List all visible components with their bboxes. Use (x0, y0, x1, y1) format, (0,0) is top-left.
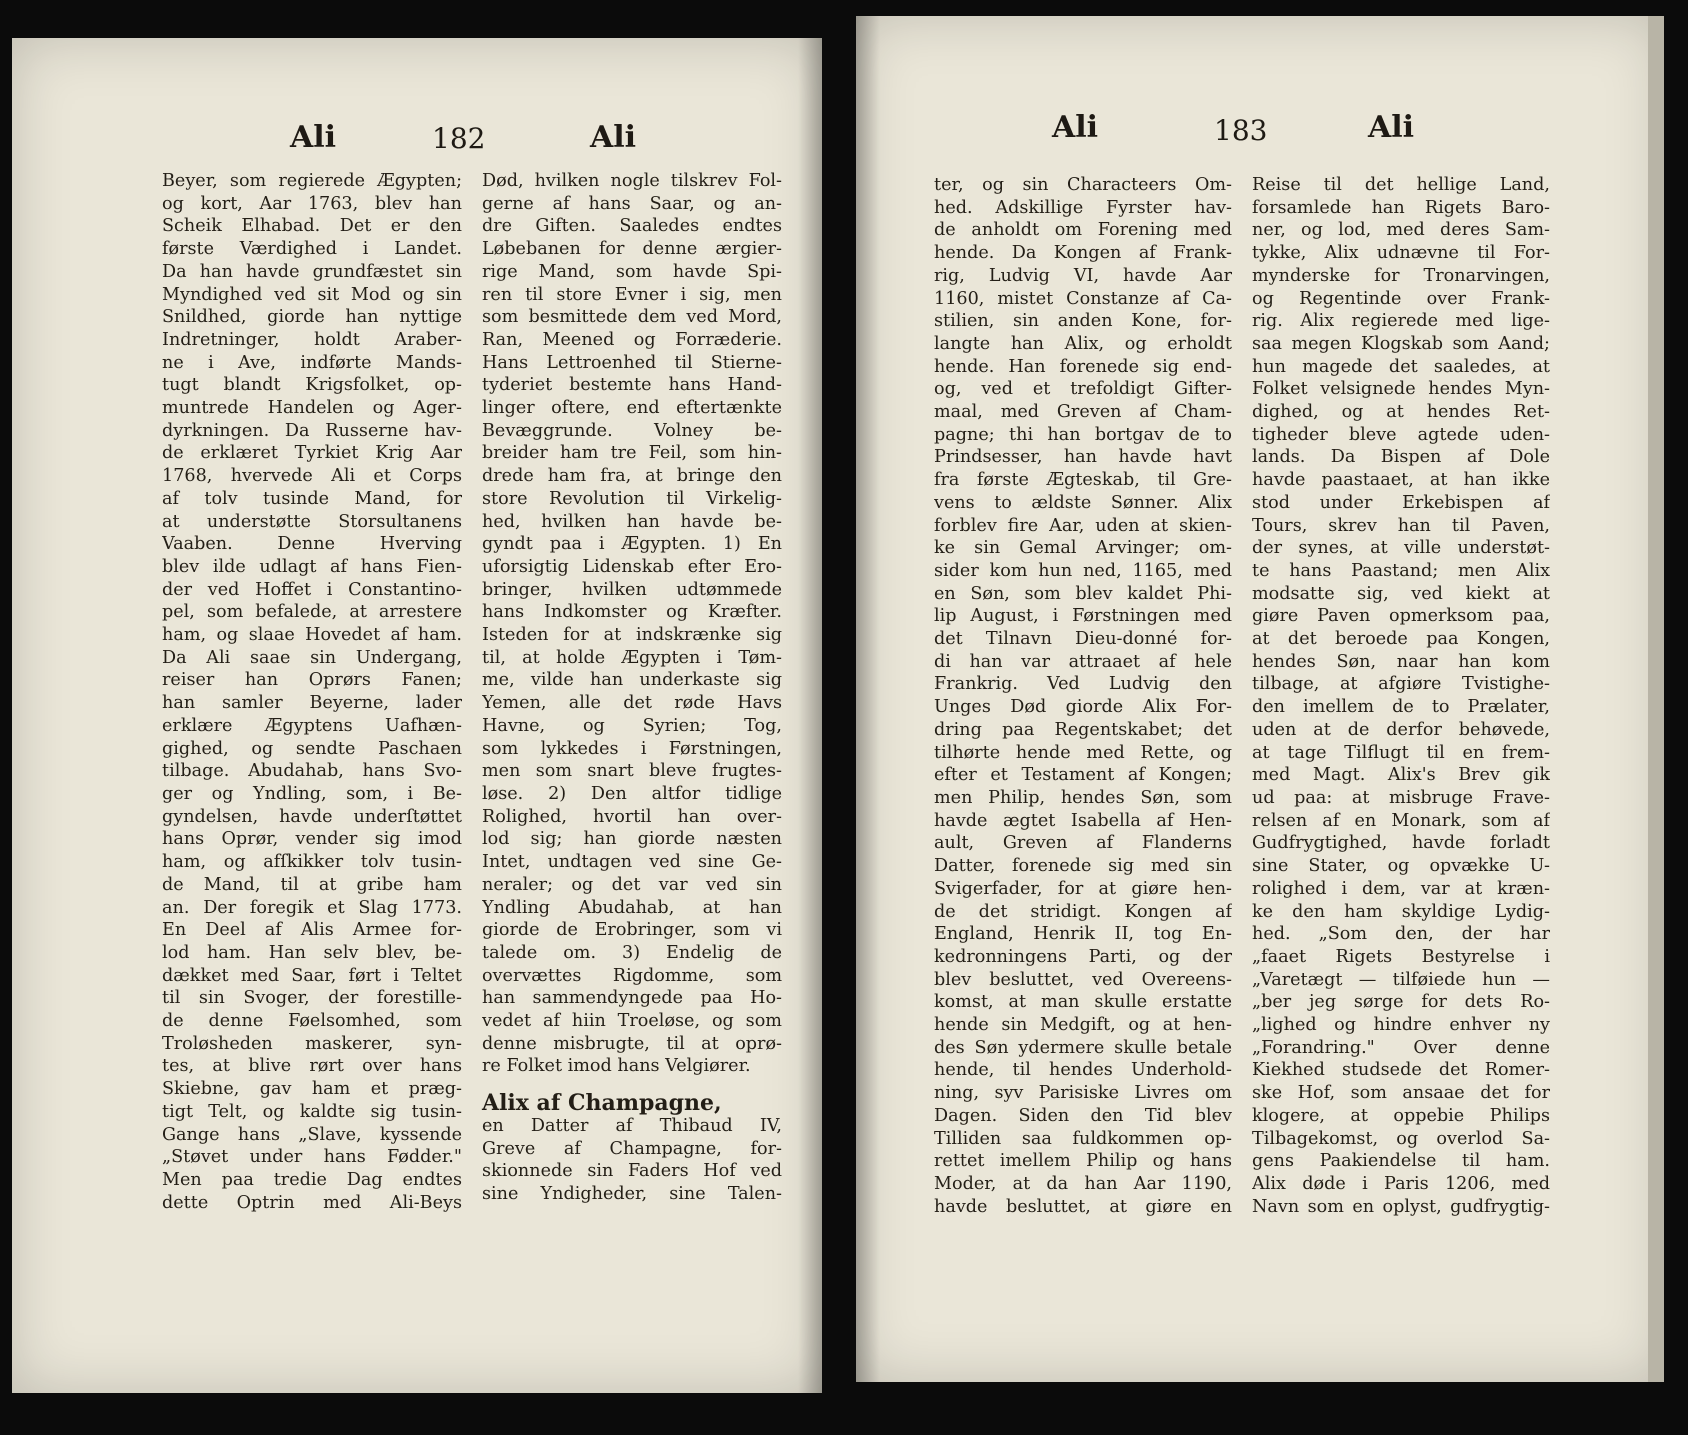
text-line: sine Yndigheder, sine Talen- (482, 1183, 782, 1204)
text-line: Navn som en oplyst, gudfrygtig- (1252, 1196, 1550, 1217)
text-line: uforsigtig Lidenskab efter Ero- (482, 556, 782, 577)
text-line: „Varetægt — tilføiede hun — (1252, 969, 1550, 990)
text-line: der synes, at ville understøt- (1252, 538, 1550, 559)
text-line: hed, hvilken han havde be- (482, 511, 782, 532)
text-line: han samler Beyerne, lader (162, 693, 462, 714)
text-line: fra første Ægteskab, til Gre- (934, 470, 1232, 491)
text-line: tilhørte hende med Rette, og (934, 742, 1232, 763)
text-line: hed. „Som den, der har (1252, 924, 1550, 945)
text-line: løse. 2) Den altfor tidlige (482, 783, 782, 804)
text-line: Greve af Champagne, for- (482, 1138, 782, 1159)
text-line: og, ved et trefoldigt Gifter- (934, 379, 1232, 400)
text-line: hun magede det saaledes, at (1252, 356, 1550, 377)
text-line: hende. Da Kongen af Frank- (934, 243, 1232, 264)
text-line: ter, og sin Characteers Om- (934, 175, 1232, 195)
text-line: re Folket imod hans Velgiører. (482, 1056, 751, 1077)
text-line: Vaaben. Denne Hverving (162, 534, 462, 555)
text-line: og kort, Aar 1763, blev han (162, 193, 462, 214)
text-line: ud paa: at misbruge Frave- (1252, 787, 1550, 808)
text-line: ham, og slaae Hovedet af ham. (162, 625, 462, 646)
left-page-column-1 (162, 170, 462, 1214)
text-line: havde besluttet, at giøre en (934, 1196, 1232, 1217)
text-line: tes, at blive rørt over hans (162, 1056, 462, 1077)
text-line: sine Stater, og opvække U- (1252, 856, 1550, 877)
text-line: dækket med Saar, ført i Teltet (162, 965, 462, 986)
text-line: muntrede Handelen og Ager- (162, 398, 462, 419)
text-line: saa megen Klogskab som Aand; (1252, 333, 1550, 354)
text-line: Unges Død giorde Alix For- (934, 697, 1232, 718)
text-line: an. Der foregik et Slag 1773. (162, 897, 462, 918)
text-line: Intet, undtagen ved sine Ge- (482, 852, 782, 873)
text-line: hende, til hendes Underhold- (934, 1060, 1232, 1081)
right-page-column-2 (1252, 174, 1550, 1218)
right-headword-left: Ali (1052, 110, 1099, 145)
text-line: maal, med Greven af Cham- (934, 402, 1232, 423)
text-line: som besmittede dem ved Mord, (482, 307, 782, 328)
left-headword-left: Ali (290, 120, 337, 155)
text-line: Snildhed, giorde han nyttige (162, 307, 462, 328)
page-gutter-shadow (856, 16, 880, 1382)
text-line: rige Mand, som havde Spi- (482, 261, 782, 282)
text-line: Tours, skrev han til Paven, (1252, 515, 1550, 536)
text-line: vedet af hiin Troeløse, og som (482, 1011, 782, 1032)
text-line: „Støvet under hans Fødder." (162, 1147, 462, 1168)
text-line: de det stridigt. Kongen af (934, 901, 1232, 922)
text-line: at understøtte Storsultanens (162, 511, 462, 532)
text-line: første Værdighed i Landet. (162, 239, 462, 260)
text-line: lod ham. Han selv blev, be- (162, 942, 462, 963)
text-line: den imellem de to Prælater, (1252, 697, 1550, 718)
text-line: te hans Paastand; men Alix (1252, 560, 1550, 581)
text-line: stilien, sin anden Kone, for- (934, 311, 1232, 332)
text-line: 1768, hvervede Ali et Corps (162, 466, 462, 487)
text-line: Svigerfader, for at giøre hen- (934, 878, 1232, 899)
text-line: ger og Yndling, som, i Be- (162, 783, 462, 804)
text-line: Folket velsignede hendes Myn- (1252, 379, 1550, 400)
text-line: de anholdt om Forening med (934, 220, 1232, 241)
text-line: ren til store Evner i sig, men (482, 284, 782, 305)
text-line: Bevæggrunde. Volney be- (482, 420, 782, 441)
text-line: forblev fire Aar, uden at skien- (934, 515, 1232, 536)
text-line: de erklæret Tyrkiet Krig Aar (162, 443, 462, 464)
text-line: stod under Erkebispen af (1252, 492, 1550, 513)
entry-title-alix: Alix af Champagne, (482, 1090, 722, 1117)
text-line: 1160, mistet Constanze af Ca- (934, 288, 1232, 309)
text-line: at tage Tilflugt til en frem- (1252, 742, 1550, 763)
text-line: havde ægtet Isabella af Hen- (934, 810, 1232, 831)
page-edge (1648, 16, 1664, 1382)
text-line: ham, og afſkikker tolv tusin- (162, 852, 462, 873)
text-line: talede om. 3) Endelig de (482, 942, 782, 963)
text-line: dring paa Regentskabet; det (934, 719, 1232, 740)
text-line: Troløsheden maskerer, syn- (162, 1033, 462, 1054)
right-page-number: 183 (1214, 114, 1268, 147)
text-line: ning, syv Parisiske Livres om (934, 1083, 1232, 1104)
text-line: Ran, Meened og Forræderie. (482, 329, 782, 350)
text-line: men Philip, hendes Søn, som (934, 787, 1232, 808)
text-line: ke sin Gemal Arvinger; om- (934, 538, 1232, 559)
text-line: store Revolution til Virkelig- (482, 488, 782, 509)
text-line: lands. Da Bispen af Dole (1252, 447, 1550, 468)
text-line: langte han Alix, og erholdt (934, 333, 1232, 354)
text-line: han sammendyngede paa Ho- (482, 988, 782, 1009)
text-line: Men paa tredie Dag endtes (162, 1169, 462, 1190)
text-line: mynderske for Tronarvingen, (1252, 265, 1550, 286)
text-line: de denne Føelsomhed, som (162, 1011, 462, 1032)
text-line: en Søn, som blev kaldet Phi- (934, 583, 1232, 604)
text-line: blev ilde udlagt af hans Fien- (162, 556, 462, 577)
text-line: uden at de derfor behøvede, (1252, 719, 1550, 740)
text-line: blev besluttet, ved Overeens- (934, 969, 1232, 990)
text-line: Yndling Abudahab, at han (482, 897, 782, 918)
text-line: des Søn ydermere skulle betale (934, 1037, 1232, 1058)
text-line: „Forandring." Over denne (1252, 1037, 1550, 1058)
text-line: gyndt paa i Ægypten. 1) En (482, 534, 782, 555)
text-line: gerne af hans Saar, og an- (482, 193, 782, 214)
text-line: ault, Greven af Flanderns (934, 833, 1232, 854)
text-line: Moder, at da han Aar 1190, (934, 1173, 1232, 1194)
text-line: denne misbrugte, til at oprø- (482, 1033, 782, 1054)
text-line: lip August, i Førstningen med (934, 606, 1232, 627)
text-line: en Datter af Thibaud IV, (482, 1115, 782, 1136)
text-line: Da han havde grundfæstet sin (162, 261, 462, 282)
text-line: tigheder bleve agtede uden- (1252, 424, 1550, 445)
text-line: modsatte sig, ved kiekt at (1252, 583, 1550, 604)
text-line: Alix døde i Paris 1206, med (1252, 1173, 1550, 1194)
text-line: rig, Ludvig VI, havde Aar (934, 265, 1232, 286)
text-line: hans Indkomster og Kræfter. (482, 602, 782, 623)
text-line: dighed, og at hendes Ret- (1252, 402, 1550, 423)
text-line: drede ham fra, at bringe den (482, 466, 782, 487)
text-line: hende. Han forenede sig end- (934, 356, 1232, 377)
text-line: neraler; og det var ved sin (482, 874, 782, 895)
text-line: Død, hvilken nogle tilskrev Fol- (482, 171, 782, 191)
text-line: komst, at man skulle erstatte (934, 992, 1232, 1013)
text-line: tilbage. Abudahab, hans Svo- (162, 761, 462, 782)
text-line: men som snart bleve frugtes- (482, 761, 782, 782)
text-line: gighed, og sendte Paschaen (162, 738, 462, 759)
text-line: „lighed og hindre enhver ny (1252, 1015, 1550, 1036)
text-line: giøre Paven opmerksom paa, (1252, 606, 1550, 627)
text-line: „ber jeg sørge for dets Ro- (1252, 992, 1550, 1013)
text-line: forsamlede han Rigets Baro- (1252, 197, 1550, 218)
text-line: med Magt. Alix's Brev gik (1252, 765, 1550, 786)
text-line: rettet imellem Philip og hans (934, 1151, 1232, 1172)
text-line: Tilbagekomst, og overlod Sa- (1252, 1128, 1550, 1149)
text-line: Tilliden saa fuldkommen op- (934, 1128, 1232, 1149)
text-line: Prindsesser, han havde havt (934, 447, 1232, 468)
text-line: hende sin Medgift, og at hen- (934, 1015, 1232, 1036)
text-line: at det beroede paa Kongen, (1252, 629, 1550, 650)
text-line: Gudfrygtighed, havde forladt (1252, 833, 1550, 854)
text-line: hed. Adskillige Fyrster hav- (934, 197, 1232, 218)
text-line: „faaet Rigets Bestyrelse i (1252, 946, 1550, 967)
text-line: Indretninger, holdt Araber- (162, 329, 462, 350)
text-line: tugt blandt Krigsfolket, op- (162, 375, 462, 396)
text-line: pel, som befalede, at arrestere (162, 602, 462, 623)
text-line: overvættes Rigdomme, som (482, 965, 782, 986)
text-line: havde paastaaet, at han ikke (1252, 470, 1550, 491)
text-line: giorde de Erobringer, som vi (482, 920, 782, 941)
text-line: ner, og lod, med deres Sam- (1252, 220, 1550, 241)
text-line: gens Paakiendelse til ham. (1252, 1151, 1550, 1172)
text-line: efter et Testament af Kongen; (934, 765, 1232, 786)
text-line: sider kom hun ned, 1165, med (934, 560, 1232, 581)
text-line: pagne; thi han bortgav de to (934, 424, 1232, 445)
text-line: En Deel af Alis Armee for- (162, 920, 462, 941)
text-line: Havne, og Syrien; Tog, (482, 715, 782, 736)
right-page-column-1 (934, 174, 1232, 1218)
text-line: tigt Telt, og kaldte sig tusin- (162, 1101, 462, 1122)
text-line: me, vilde han underkaste sig (482, 670, 782, 691)
right-page (856, 16, 1664, 1382)
text-line: Scheik Elhabad. Det er den (162, 216, 462, 237)
text-line: Da Ali saae sin Undergang, (162, 647, 462, 668)
text-line: hendes Søn, naar han kom (1252, 651, 1550, 672)
text-line: og Regentinde over Frank- (1252, 288, 1550, 309)
text-line: tyderiet bestemte hans Hand- (482, 375, 782, 396)
text-line: Skiebne, gav ham et præg- (162, 1079, 462, 1100)
text-line: rolighed i dem, var at kræn- (1252, 878, 1550, 899)
text-line: til sin Svoger, der forestille- (162, 988, 462, 1009)
text-line: Løbebanen for denne ærgier- (482, 239, 782, 260)
text-line: der ved Hoffet i Constantino- (162, 579, 462, 600)
text-line: England, Henrik II, tog En- (934, 924, 1232, 945)
left-page-column-2 (482, 170, 782, 1206)
text-line: Rolighed, hvortil han over- (482, 806, 782, 827)
text-line: kedronningens Parti, og der (934, 946, 1232, 967)
text-line: bringer, hvilken udtømmede (482, 579, 782, 600)
text-line: vens to ældste Sønner. Alix (934, 492, 1232, 513)
left-page-header (12, 38, 822, 155)
text-line: reiser han Oprørs Fanen; (162, 670, 462, 691)
text-line: hans Oprør, vender sig imod (162, 829, 462, 850)
text-line: tilbage, at afgiøre Tvistighe- (1252, 674, 1550, 695)
text-line: tykke, Alix udnævne til For- (1252, 243, 1550, 264)
text-line: af tolv tusinde Mand, for (162, 488, 462, 509)
text-line: rig. Alix regierede med lige- (1252, 311, 1550, 332)
text-line: dette Optrin med Ali-Beys (162, 1192, 462, 1213)
text-line: Myndighed ved sit Mod og sin (162, 284, 462, 305)
text-line: ne i Ave, indførte Mands- (162, 352, 462, 373)
text-line: dyrkningen. Da Russerne hav- (162, 420, 462, 441)
text-line: Kiekhed studsede det Romer- (1252, 1060, 1550, 1081)
text-line: Datter, forenede sig med sin (934, 856, 1232, 877)
right-page-header (856, 16, 1664, 147)
text-line: linger oftere, end eftertænkte (482, 398, 782, 419)
text-line: Hans Lettroenhed til Stierne- (482, 352, 782, 373)
text-line: til, at holde Ægypten i Tøm- (482, 647, 782, 668)
text-line: Beyer, som regierede Ægypten; (162, 171, 462, 191)
text-line: Reise til det hellige Land, (1252, 175, 1550, 195)
text-line: Yemen, alle det røde Havs (482, 693, 782, 714)
text-line: Dagen. Siden den Tid blev (934, 1105, 1232, 1126)
text-line: klogere, at oppebie Philips (1252, 1105, 1550, 1126)
text-line: breider ham tre Feil, som hin- (482, 443, 782, 464)
left-page (12, 38, 822, 1393)
text-line: dre Giften. Saaledes endtes (482, 216, 782, 237)
page-gutter-shadow (798, 38, 822, 1393)
text-line: ke den ham skyldige Lydig- (1252, 901, 1550, 922)
text-line: det Tilnavn Dieu-donné for- (934, 629, 1232, 650)
text-line: de Mand, til at gribe ham (162, 874, 462, 895)
right-headword-right: Ali (1368, 110, 1415, 145)
left-headword-right: Ali (590, 120, 637, 155)
text-line: lod sig; han giorde næsten (482, 829, 782, 850)
text-line: Isteden for at indskrænke sig (482, 625, 782, 646)
text-line: di han var attraaet af hele (934, 651, 1232, 672)
text-line: relsen af en Monark, som af (1252, 810, 1550, 831)
text-line: ske Hof, som ansaae det for (1252, 1083, 1550, 1104)
text-line: erklære Ægyptens Uafhæn- (162, 715, 462, 736)
text-line: skionnede sin Faders Hof ved (482, 1161, 782, 1182)
text-line: som lykkedes i Førstningen, (482, 738, 782, 759)
text-line: Frankrig. Ved Ludvig den (934, 674, 1232, 695)
text-line: gyndelsen, havde underſtøttet (162, 806, 462, 827)
text-line: Gange hans „Slave, kyssende (162, 1124, 462, 1145)
left-page-number: 182 (432, 122, 486, 155)
